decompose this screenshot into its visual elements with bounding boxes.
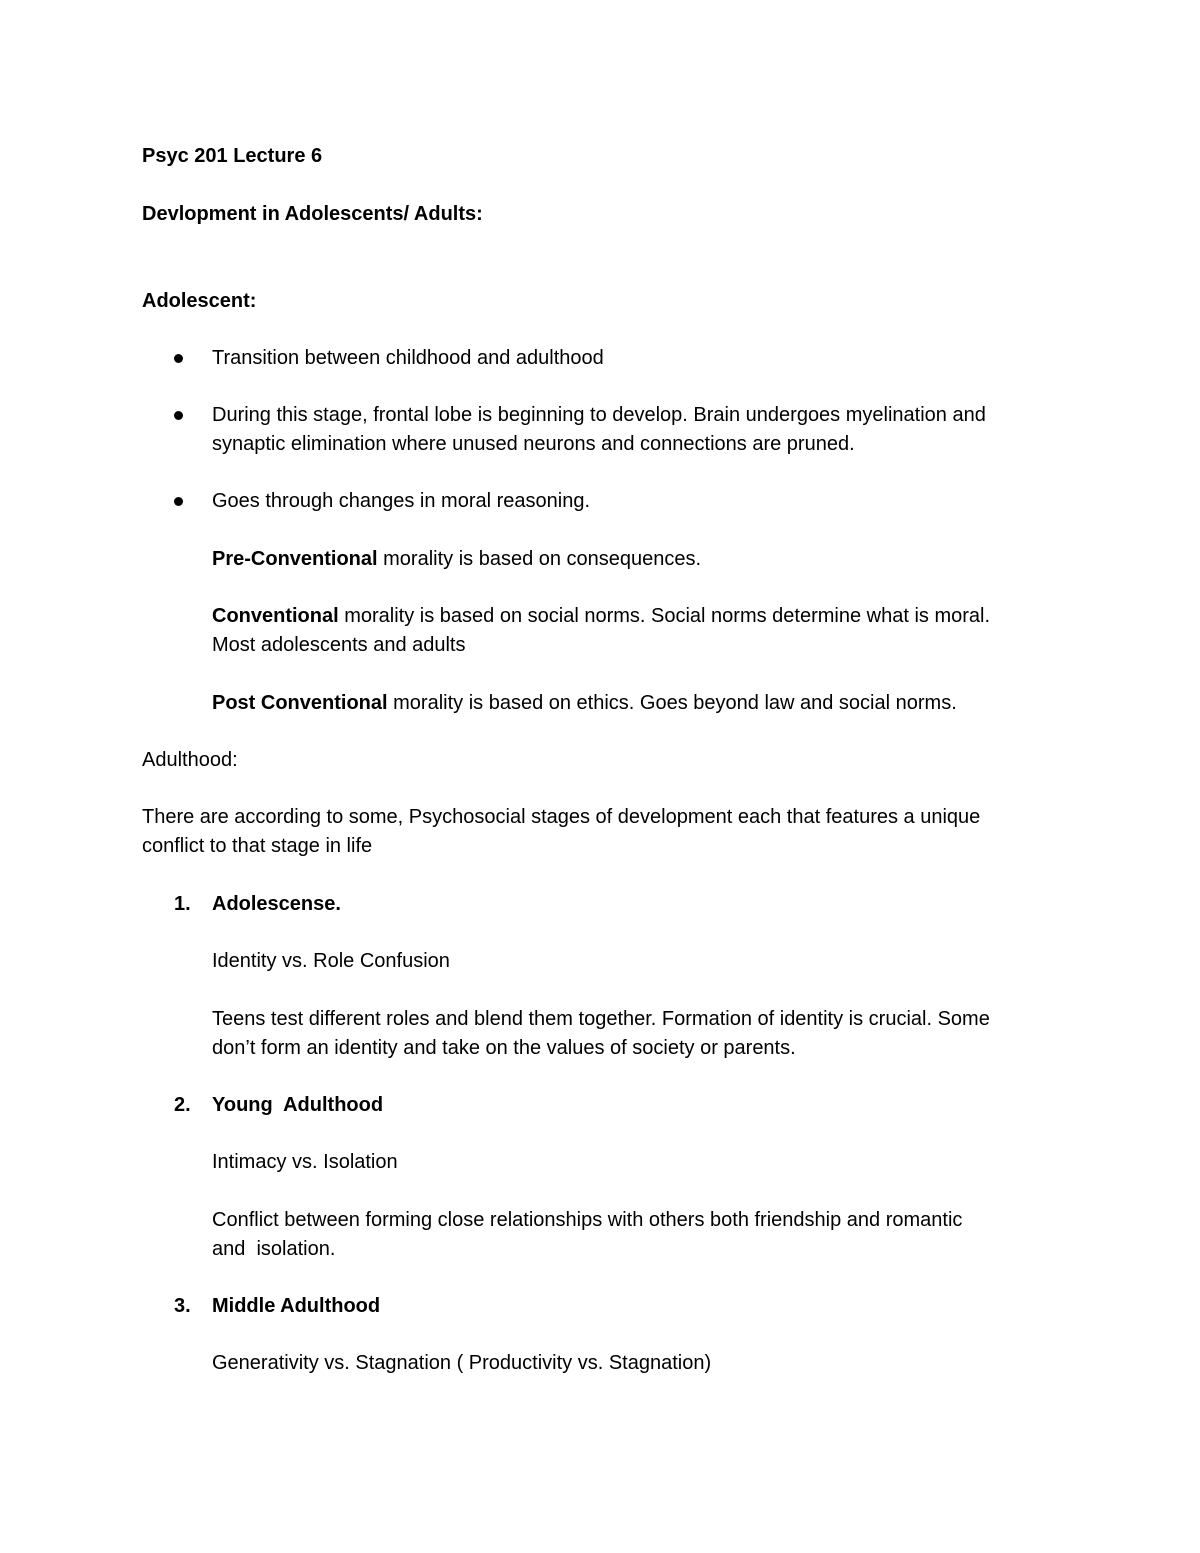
adulthood-intro: conflict to that stage in life (142, 835, 373, 857)
morality-term: Pre-Conventional (212, 548, 378, 570)
document-subtitle: Devlopment in Adolescents/ Adults: (142, 203, 483, 225)
bullet-text: Transition between childhood and adulthood (212, 347, 604, 369)
morality-level (212, 602, 990, 631)
bullet-text: synaptic elimination where unused neurons and connections are pruned. (212, 433, 855, 455)
stage-name: Adolescense. (212, 893, 341, 915)
morality-level (212, 689, 957, 718)
morality-desc: morality is based on consequences. (377, 548, 702, 570)
stage-conflict: Intimacy vs. Isolation (212, 1151, 398, 1173)
document-title: Psyc 201 Lecture 6 (142, 145, 323, 167)
stage-desc: don’t form an identity and take on the values of society or parents. (212, 1037, 796, 1059)
morality-level (212, 545, 701, 574)
morality-desc: morality is based on ethics. Goes beyond law and social norms. (387, 692, 957, 714)
stage-conflict: Generativity vs. Stagnation ( Productivity vs. Stagnation) (212, 1352, 712, 1374)
bullet-icon (174, 354, 183, 363)
bullet-icon (174, 497, 183, 506)
morality-desc-cont: Most adolescents and adults (212, 634, 466, 656)
stage-desc: Conflict between forming close relationships with others both friendship and romantic (212, 1209, 963, 1231)
morality-desc: morality is based on social norms. Social norms determine what is moral. (338, 605, 991, 627)
stage-desc: Teens test different roles and blend them together. Formation of identity is crucial. Some (212, 1008, 990, 1030)
bullet-text: Goes through changes in moral reasoning. (212, 490, 591, 512)
stage-name: Young Adulthood (212, 1094, 384, 1116)
adolescent-heading: Adolescent: (142, 290, 257, 312)
adulthood-intro: There are according to some, Psychosocial stages of development each that features a unique (142, 806, 981, 828)
stage-desc: and isolation. (212, 1238, 336, 1260)
adulthood-heading: Adulthood: (142, 749, 238, 771)
stage-name: Middle Adulthood (212, 1295, 381, 1317)
bullet-icon (174, 411, 183, 420)
stage-conflict: Identity vs. Role Confusion (212, 950, 450, 972)
stage-number: 2. (174, 1094, 191, 1116)
stage-number: 1. (174, 893, 191, 915)
morality-term: Post Conventional (212, 692, 388, 714)
stage-number: 3. (174, 1295, 191, 1317)
bullet-text: During this stage, frontal lobe is beginning to develop. Brain undergoes myelination and (212, 404, 986, 426)
morality-term: Conventional (212, 605, 339, 627)
